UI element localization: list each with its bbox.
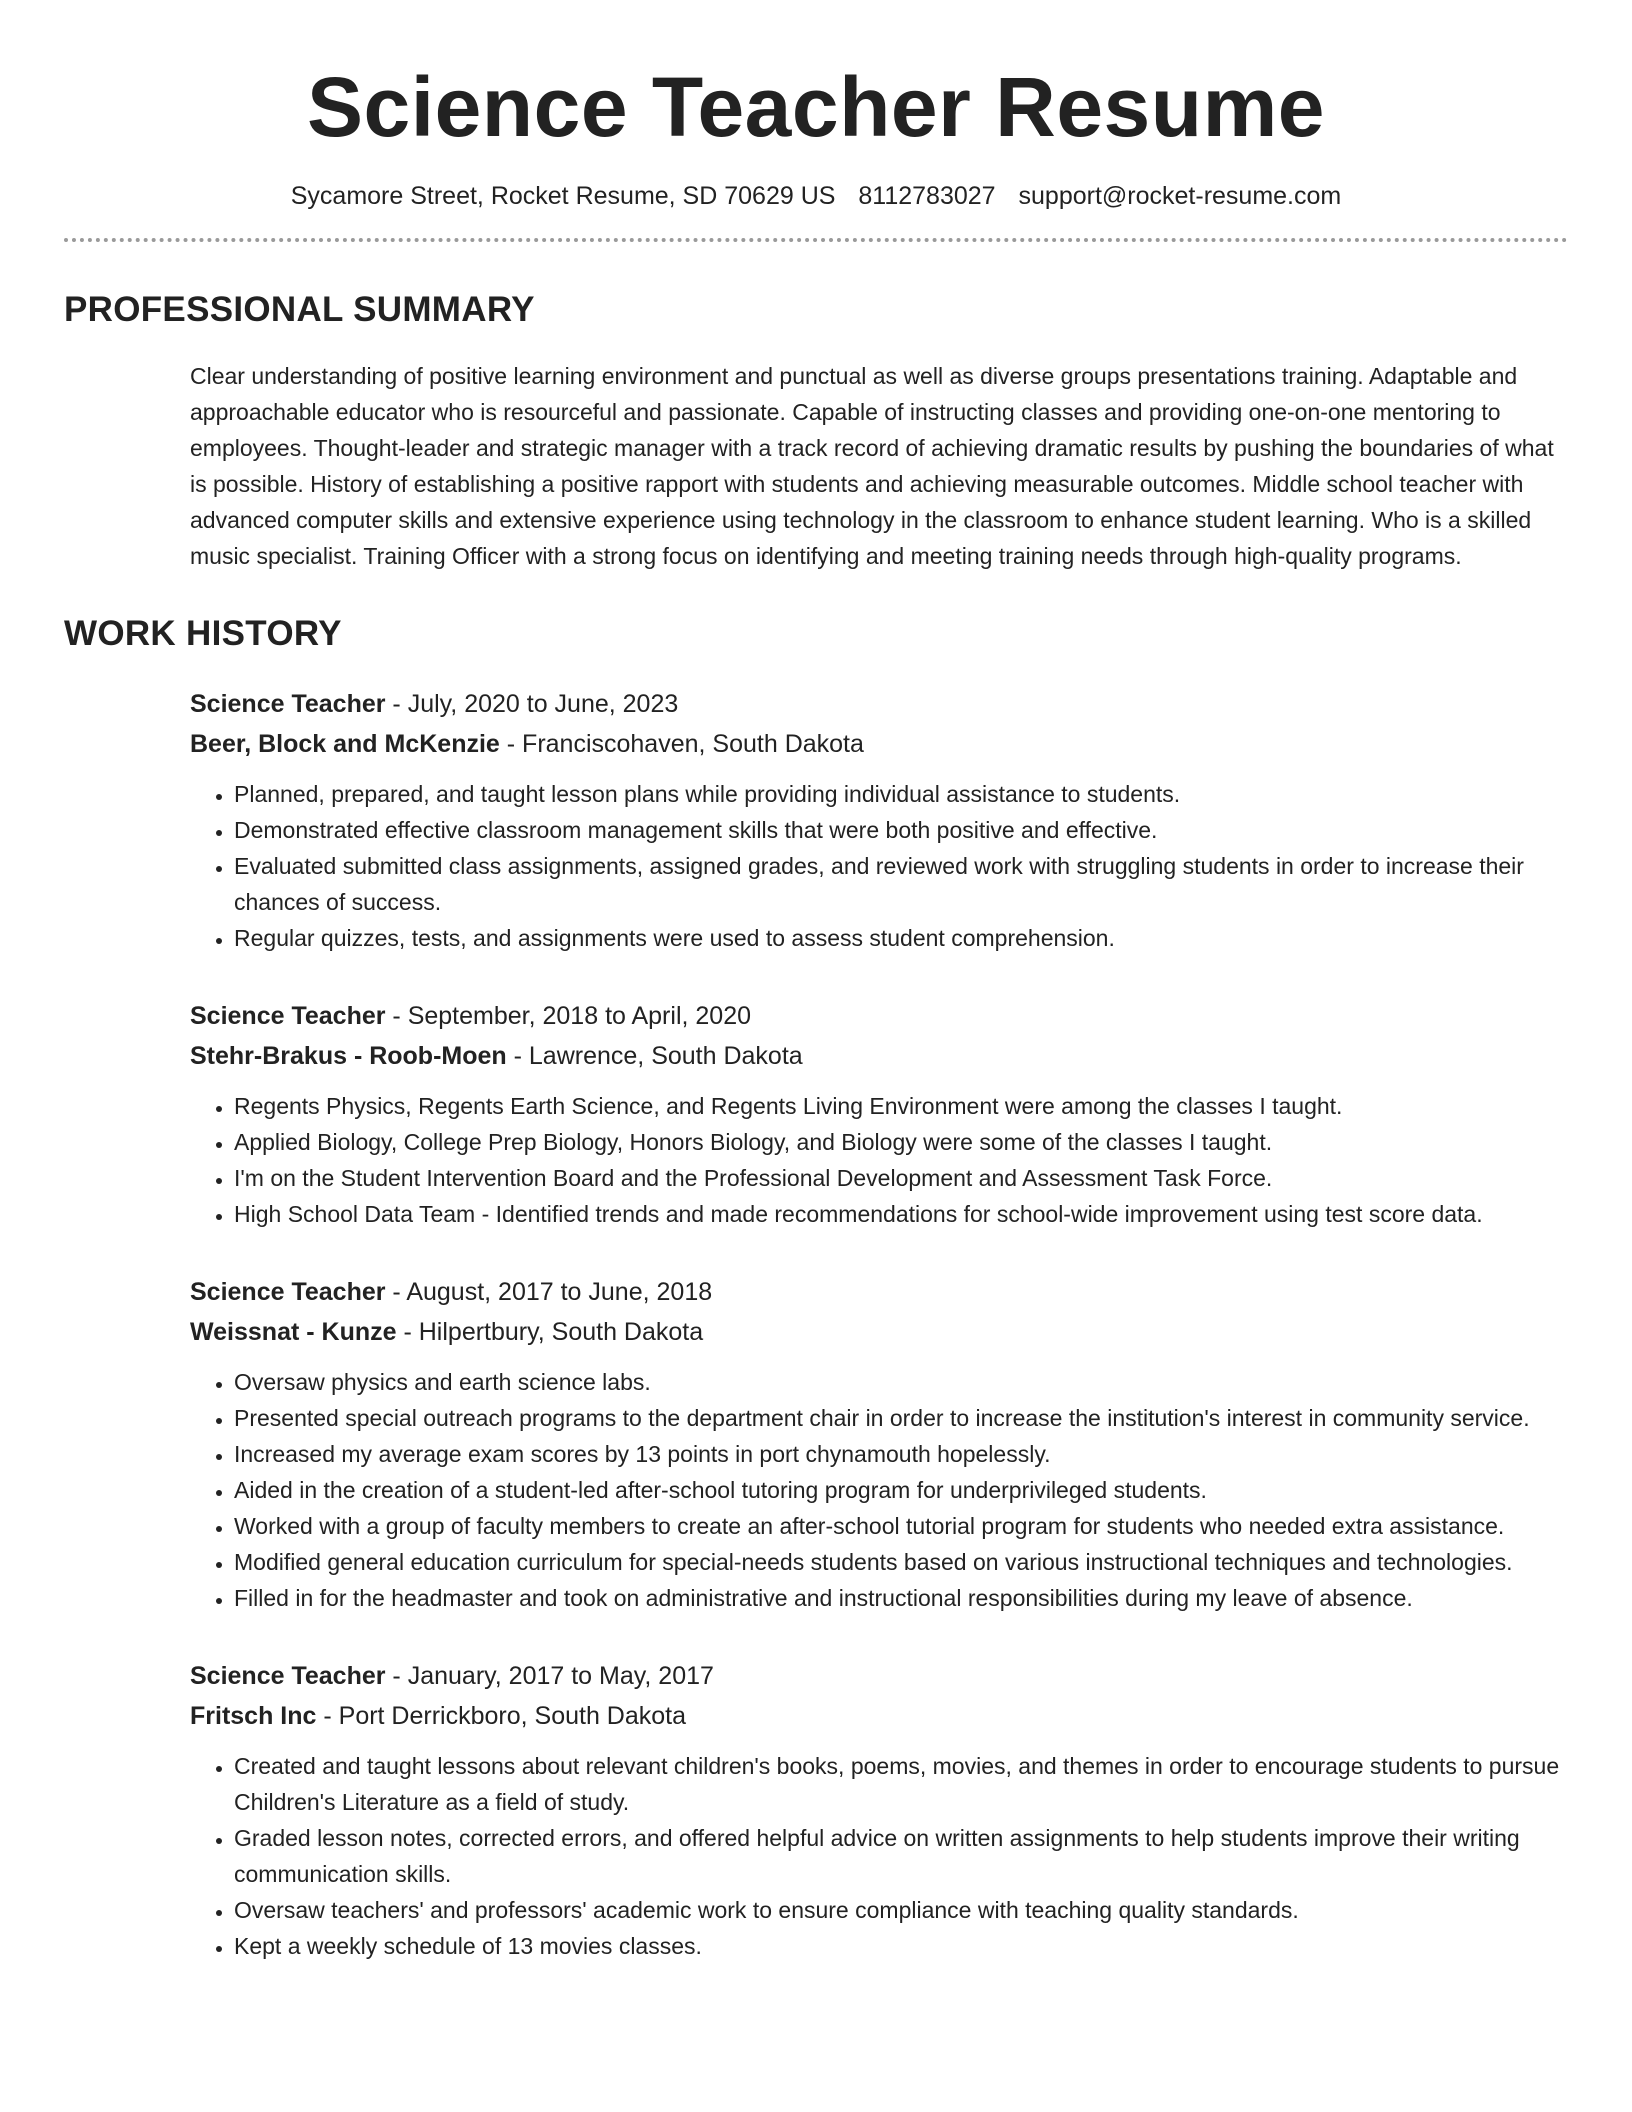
job-duties <box>190 1364 1568 1616</box>
contact-info <box>64 180 1568 212</box>
job-title-line <box>190 996 1568 1036</box>
duty-item: • Aided in the creation of a student-led after-school tutoring program for underprivileged students. <box>234 1472 1568 1508</box>
contact-email: support@rocket-resume.com <box>1018 182 1342 210</box>
header-divider <box>64 238 1568 242</box>
job-role: Science Teacher <box>190 1002 386 1030</box>
resume-title: Science Teacher Resume <box>307 60 1325 154</box>
duty-item: • Increased my average exam scores by 13 points in port chynamouth hopelessly. <box>234 1436 1568 1472</box>
duty-item: • Oversaw teachers' and professors' academic work to ensure compliance with teaching quality standards. <box>234 1892 1568 1928</box>
job-dates: - January, 2017 to May, 2017 <box>385 1662 714 1690</box>
job-duties <box>190 1088 1568 1232</box>
job-location: - Lawrence, South Dakota <box>506 1042 803 1070</box>
duty-item: • Demonstrated effective classroom management skills that were both positive and effective. <box>234 812 1568 848</box>
contact-address: Sycamore Street, Rocket Resume, SD 70629 US <box>290 182 836 210</box>
job-employer-line <box>190 1312 1568 1352</box>
summary-text: Clear understanding of positive learning environment and punctual as well as diverse groups presentations training. Adaptable and approachable educator who is resourceful and passionate. Capable of instructing classes and providing one-on-one mentoring to employees. Thought-leader and strategic manager with a track record of achieving dramatic results by pushing the boundaries of what is possible. History of establishing a positive rapport with students and achieving measurable outcomes. Middle school teacher with advanced computer skills and extensive experience using technology in the classroom to enhance student learning. Who is a skilled music specialist. Training Officer with a strong focus on identifying and meeting training needs through high-quality programs. <box>190 363 1554 569</box>
job-dates: - August, 2017 to June, 2018 <box>385 1278 713 1306</box>
job-role: Science Teacher <box>190 1278 386 1306</box>
job-title-line <box>190 1656 1568 1696</box>
job-employer-line <box>190 1696 1568 1736</box>
job-role: Science Teacher <box>190 690 386 718</box>
duty-item: • I'm on the Student Intervention Board and the Professional Development and Assessment Task Force. <box>234 1160 1568 1196</box>
job-duties <box>190 776 1568 956</box>
duty-item: • High School Data Team - Identified trends and made recommendations for school-wide improvement using test score data. <box>234 1196 1568 1232</box>
duty-item: • Applied Biology, College Prep Biology, Honors Biology, and Biology were some of the classes I taught. <box>234 1124 1568 1160</box>
job-employer-line <box>190 724 1568 764</box>
duty-item: • Kept a weekly schedule of 13 movies classes. <box>234 1928 1568 1964</box>
duty-item: • Created and taught lessons about relevant children's books, poems, movies, and themes in order to encourage students to pursue Children's Literature as a field of study. <box>234 1748 1568 1820</box>
contact-phone: 8112783027 <box>858 182 996 210</box>
duty-item: • Graded lesson notes, corrected errors, and offered helpful advice on written assignments to help students improve their writing communication skills. <box>234 1820 1568 1892</box>
job-employer: Fritsch Inc <box>190 1702 317 1730</box>
job-dates: - July, 2020 to June, 2023 <box>385 690 679 718</box>
job-entry <box>190 1272 1568 1616</box>
duty-item: • Filled in for the headmaster and took on administrative and instructional responsibilities during my leave of absence. <box>234 1580 1568 1616</box>
duty-item: • Planned, prepared, and taught lesson plans while providing individual assistance to students. <box>234 776 1568 812</box>
job-title-line <box>190 684 1568 724</box>
resume-page <box>64 0 1568 1964</box>
job-entry <box>190 1656 1568 1964</box>
job-employer: Weissnat - Kunze <box>190 1318 397 1346</box>
job-entry <box>190 684 1568 956</box>
work-history-heading: WORK HISTORY <box>64 614 342 653</box>
job-location: - Port Derrickboro, South Dakota <box>316 1702 687 1730</box>
job-employer-line <box>190 1036 1568 1076</box>
job-dates: - September, 2018 to April, 2020 <box>385 1002 751 1030</box>
job-location: - Franciscohaven, South Dakota <box>499 730 864 758</box>
job-employer: Beer, Block and McKenzie <box>190 730 500 758</box>
duty-item: • Modified general education curriculum for special-needs students based on various instructional techniques and technologies. <box>234 1544 1568 1580</box>
job-employer: Stehr-Brakus - Roob-Moen <box>190 1042 507 1070</box>
work-history-section <box>190 684 1568 1964</box>
job-location: - Hilpertbury, South Dakota <box>396 1318 704 1346</box>
summary-heading: PROFESSIONAL SUMMARY <box>64 290 535 329</box>
duty-item: • Worked with a group of faculty members to create an after-school tutorial program for students who needed extra assistance. <box>234 1508 1568 1544</box>
duty-item: • Regents Physics, Regents Earth Science, and Regents Living Environment were among the classes I taught. <box>234 1088 1568 1124</box>
job-role: Science Teacher <box>190 1662 386 1690</box>
duty-item: • Regular quizzes, tests, and assignments were used to assess student comprehension. <box>234 920 1568 956</box>
job-entry <box>190 996 1568 1232</box>
summary-section <box>190 358 1568 574</box>
duty-item: • Presented special outreach programs to the department chair in order to increase the institution's interest in community service. <box>234 1400 1568 1436</box>
job-duties <box>190 1748 1568 1964</box>
duty-item: • Oversaw physics and earth science labs. <box>234 1364 1568 1400</box>
duty-item: • Evaluated submitted class assignments, assigned grades, and reviewed work with struggling students in order to increase their chances of success. <box>234 848 1568 920</box>
job-title-line <box>190 1272 1568 1312</box>
